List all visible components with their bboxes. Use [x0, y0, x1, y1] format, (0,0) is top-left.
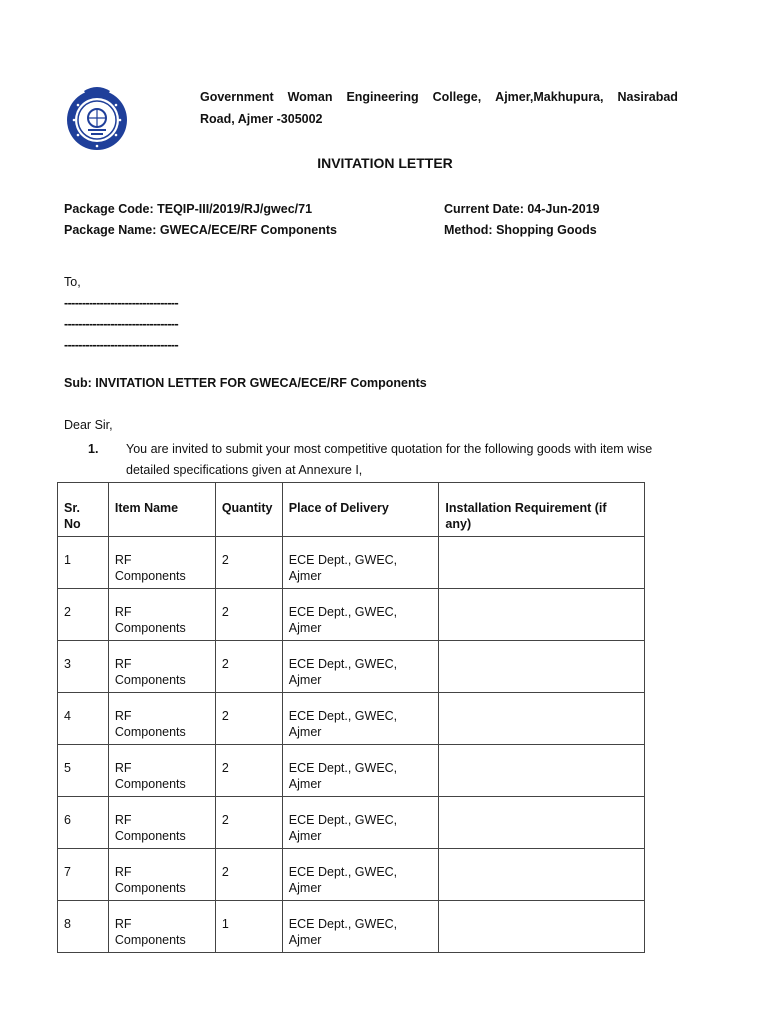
- header-sr-no: [58, 483, 109, 537]
- cell-item-name: [108, 745, 215, 797]
- cell-place-of-delivery: [282, 693, 439, 745]
- cell-place-of-delivery-text: Ajmer: [288, 621, 322, 635]
- current-date: Current Date: 04-Jun-2019: [444, 202, 600, 216]
- cell-item-name-text: RF: [114, 865, 132, 879]
- table-row: [58, 745, 645, 797]
- cell-item-name-text: Components: [114, 829, 186, 843]
- recipient-block: [64, 272, 178, 356]
- table-row: [58, 537, 645, 589]
- cell-quantity: [215, 797, 282, 849]
- table-row: [58, 849, 645, 901]
- header-place-of-delivery: Place of Delivery: [282, 483, 439, 537]
- cell-quantity-text: 2: [221, 605, 229, 619]
- cell-sr-no: [58, 797, 109, 849]
- cell-place-of-delivery: [282, 641, 439, 693]
- cell-sr-no-text: 8: [64, 917, 71, 931]
- cell-sr-no-text: 7: [64, 865, 71, 879]
- cell-item-name-text: Components: [114, 621, 186, 635]
- table-body: [58, 537, 645, 953]
- college-name-word: Nasirabad: [617, 90, 678, 104]
- cell-quantity-text: 2: [221, 553, 229, 567]
- cell-place-of-delivery-text: Ajmer: [288, 933, 322, 947]
- cell-item-name-text: RF: [114, 709, 132, 723]
- cell-quantity: [215, 849, 282, 901]
- cell-quantity: [215, 641, 282, 693]
- cell-place-of-delivery-text: Ajmer: [288, 777, 322, 791]
- cell-place-of-delivery-text: ECE Dept., GWEC,: [288, 917, 398, 931]
- cell-sr-no: [58, 849, 109, 901]
- paragraph-line: detailed specifications given at Annexure I,: [126, 463, 363, 477]
- cell-item-name: [108, 901, 215, 953]
- cell-item-name-text: RF: [114, 605, 132, 619]
- table-row: [58, 641, 645, 693]
- package-name: Package Name: GWECA/ECE/RF Components: [64, 223, 337, 237]
- header-item-name: Item Name: [108, 483, 215, 537]
- cell-place-of-delivery-text: ECE Dept., GWEC,: [288, 813, 398, 827]
- recipient-line: --------------------------------: [64, 317, 179, 331]
- items-table: [57, 482, 645, 953]
- cell-item-name-text: Components: [114, 881, 186, 895]
- cell-quantity-text: 2: [221, 709, 229, 723]
- recipient-line: --------------------------------: [64, 338, 179, 352]
- cell-item-name: [108, 693, 215, 745]
- cell-quantity-text: 2: [221, 657, 229, 671]
- cell-sr-no-text: 5: [64, 761, 71, 775]
- header-quantity: Quantity: [215, 483, 282, 537]
- cell-place-of-delivery-text: ECE Dept., GWEC,: [288, 605, 398, 619]
- cell-item-name-text: RF: [114, 917, 132, 931]
- cell-item-name-text: Components: [114, 725, 186, 739]
- college-name-word: Ajmer,Makhupura,: [495, 90, 604, 104]
- cell-sr-no: [58, 641, 109, 693]
- invitation-paragraph: [64, 439, 694, 481]
- letter-title: INVITATION LETTER: [317, 155, 453, 171]
- cell-item-name-text: RF: [114, 657, 132, 671]
- college-name-word: College,: [432, 90, 482, 104]
- cell-installation: [439, 901, 645, 953]
- cell-installation: [439, 849, 645, 901]
- cell-quantity: [215, 537, 282, 589]
- cell-sr-no-text: 3: [64, 657, 71, 671]
- cell-place-of-delivery-text: Ajmer: [288, 673, 322, 687]
- college-header: [200, 86, 678, 130]
- header-installation: [439, 483, 645, 537]
- cell-installation: [439, 537, 645, 589]
- cell-installation: [439, 797, 645, 849]
- cell-quantity: [215, 693, 282, 745]
- cell-quantity-text: 1: [221, 917, 229, 931]
- cell-item-name: [108, 589, 215, 641]
- cell-installation: [439, 641, 645, 693]
- cell-sr-no: [58, 589, 109, 641]
- cell-sr-no: [58, 901, 109, 953]
- cell-place-of-delivery: [282, 901, 439, 953]
- recipient-line: --------------------------------: [64, 296, 179, 310]
- cell-sr-no-text: 2: [64, 605, 71, 619]
- cell-quantity-text: 2: [221, 865, 229, 879]
- cell-place-of-delivery-text: ECE Dept., GWEC,: [288, 761, 398, 775]
- cell-place-of-delivery-text: ECE Dept., GWEC,: [288, 553, 398, 567]
- cell-place-of-delivery-text: Ajmer: [288, 725, 322, 739]
- college-logo-seal: [64, 85, 130, 151]
- salutation: Dear Sir,: [64, 418, 113, 432]
- package-code: Package Code: TEQIP-III/2019/RJ/gwec/71: [64, 202, 313, 216]
- cell-sr-no-text: 6: [64, 813, 71, 827]
- cell-item-name: [108, 537, 215, 589]
- paragraph-number: 1.: [88, 442, 99, 456]
- table-row: [58, 589, 645, 641]
- table-row: [58, 901, 645, 953]
- cell-sr-no: [58, 745, 109, 797]
- cell-sr-no: [58, 693, 109, 745]
- cell-place-of-delivery: [282, 589, 439, 641]
- cell-place-of-delivery-text: ECE Dept., GWEC,: [288, 657, 398, 671]
- college-name-line1: [200, 86, 678, 108]
- cell-place-of-delivery: [282, 849, 439, 901]
- cell-quantity: [215, 901, 282, 953]
- procurement-method: Method: Shopping Goods: [444, 223, 597, 237]
- cell-place-of-delivery-text: Ajmer: [288, 829, 322, 843]
- subject-line: Sub: INVITATION LETTER FOR GWECA/ECE/RF Components: [64, 376, 427, 390]
- header-text: any): [445, 517, 472, 531]
- college-name-word: Government: [200, 90, 274, 104]
- cell-sr-no-text: 1: [64, 553, 71, 567]
- cell-place-of-delivery: [282, 797, 439, 849]
- cell-place-of-delivery: [282, 745, 439, 797]
- college-name-word: Engineering: [346, 90, 419, 104]
- cell-item-name-text: RF: [114, 761, 132, 775]
- cell-sr-no: [58, 537, 109, 589]
- cell-item-name-text: Components: [114, 569, 186, 583]
- college-address: Road, Ajmer -305002: [200, 112, 323, 126]
- cell-item-name-text: Components: [114, 933, 186, 947]
- cell-place-of-delivery: [282, 537, 439, 589]
- table-header-row: [58, 483, 645, 537]
- cell-installation: [439, 745, 645, 797]
- cell-quantity: [215, 745, 282, 797]
- cell-place-of-delivery-text: Ajmer: [288, 569, 322, 583]
- college-name-word: Woman: [287, 90, 333, 104]
- cell-quantity-text: 2: [221, 813, 229, 827]
- cell-item-name: [108, 797, 215, 849]
- table-row: [58, 797, 645, 849]
- cell-installation: [439, 589, 645, 641]
- cell-item-name-text: RF: [114, 553, 132, 567]
- cell-item-name-text: RF: [114, 813, 132, 827]
- header-text: No: [64, 517, 81, 531]
- cell-place-of-delivery-text: Ajmer: [288, 881, 322, 895]
- cell-sr-no-text: 4: [64, 709, 71, 723]
- cell-place-of-delivery-text: ECE Dept., GWEC,: [288, 709, 398, 723]
- cell-item-name-text: Components: [114, 673, 186, 687]
- cell-item-name-text: Components: [114, 777, 186, 791]
- cell-installation: [439, 693, 645, 745]
- cell-item-name: [108, 849, 215, 901]
- header-text: Installation Requirement (if: [445, 501, 607, 515]
- table-row: [58, 693, 645, 745]
- cell-quantity: [215, 589, 282, 641]
- to-label: To,: [64, 275, 81, 289]
- header-text: Sr.: [64, 501, 80, 515]
- cell-place-of-delivery-text: ECE Dept., GWEC,: [288, 865, 398, 879]
- cell-quantity-text: 2: [221, 761, 229, 775]
- cell-item-name: [108, 641, 215, 693]
- paragraph-line: You are invited to submit your most competitive quotation for the following goods with item wise: [126, 442, 653, 456]
